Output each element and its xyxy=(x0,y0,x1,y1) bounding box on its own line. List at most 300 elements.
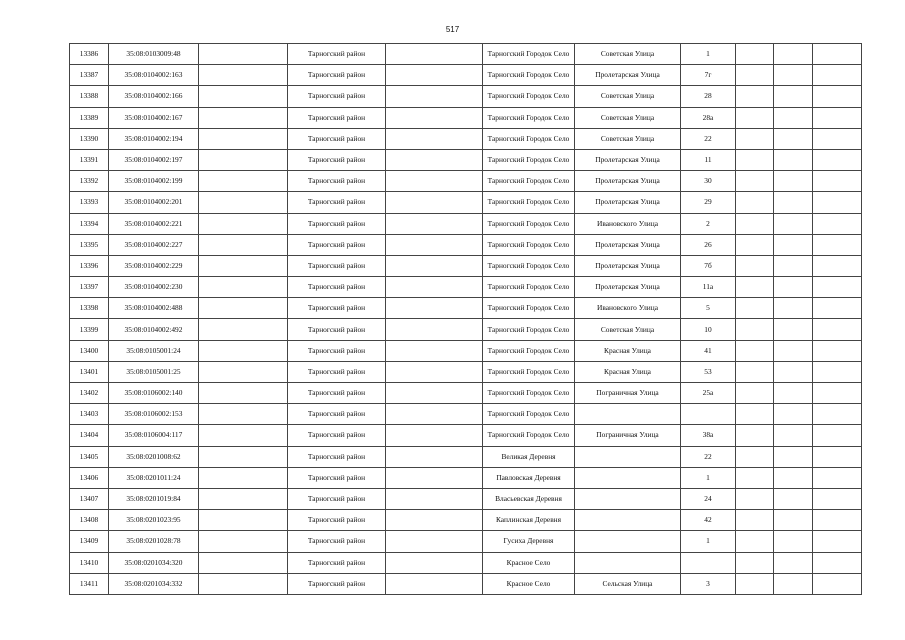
street-cell: Ивановского Улица xyxy=(575,213,681,234)
settlement-cell: Тарногский Городок Село xyxy=(483,128,575,149)
empty-cell xyxy=(736,171,774,192)
empty-cell xyxy=(386,361,483,382)
empty-cell xyxy=(199,128,288,149)
street-cell: Пограничная Улица xyxy=(575,383,681,404)
cadastral-number-cell: 35:08:0104002:227 xyxy=(109,234,199,255)
house-number-cell: 1 xyxy=(681,467,736,488)
record-number-cell: 13395 xyxy=(70,234,109,255)
cadastral-number-cell: 35:08:0106002:153 xyxy=(109,404,199,425)
empty-cell xyxy=(736,128,774,149)
settlement-cell: Тарногский Городок Село xyxy=(483,340,575,361)
cadastral-number-cell: 35:08:0104002:221 xyxy=(109,213,199,234)
settlement-cell: Тарногский Городок Село xyxy=(483,361,575,382)
settlement-cell: Тарногский Городок Село xyxy=(483,234,575,255)
empty-cell xyxy=(813,192,862,213)
district-cell: Тарногский район xyxy=(288,552,386,573)
record-number-cell: 13386 xyxy=(70,44,109,65)
empty-cell xyxy=(199,488,288,509)
table-row xyxy=(70,44,862,65)
empty-cell xyxy=(774,234,813,255)
empty-cell xyxy=(199,213,288,234)
house-number-cell: 5 xyxy=(681,298,736,319)
empty-cell xyxy=(386,213,483,234)
empty-cell xyxy=(199,510,288,531)
house-number-cell: 1 xyxy=(681,44,736,65)
table-row xyxy=(70,467,862,488)
empty-cell xyxy=(736,467,774,488)
empty-cell xyxy=(199,319,288,340)
district-cell: Тарногский район xyxy=(288,425,386,446)
record-number-cell: 13406 xyxy=(70,467,109,488)
record-number-cell: 13403 xyxy=(70,404,109,425)
empty-cell xyxy=(199,383,288,404)
district-cell: Тарногский район xyxy=(288,319,386,340)
street-cell: Пролетарская Улица xyxy=(575,65,681,86)
house-number-cell: 11а xyxy=(681,277,736,298)
empty-cell xyxy=(774,298,813,319)
empty-cell xyxy=(774,128,813,149)
empty-cell xyxy=(813,573,862,594)
table-row xyxy=(70,361,862,382)
empty-cell xyxy=(199,531,288,552)
record-number-cell: 13401 xyxy=(70,361,109,382)
empty-cell xyxy=(736,277,774,298)
empty-cell xyxy=(736,107,774,128)
cadastral-number-cell: 35:08:0105001:25 xyxy=(109,361,199,382)
empty-cell xyxy=(813,149,862,170)
street-cell xyxy=(575,488,681,509)
table-row xyxy=(70,234,862,255)
table-row xyxy=(70,65,862,86)
empty-cell xyxy=(386,425,483,446)
empty-cell xyxy=(774,552,813,573)
page-number: 517 xyxy=(445,25,460,34)
empty-cell xyxy=(386,128,483,149)
empty-cell xyxy=(774,510,813,531)
street-cell: Пролетарская Улица xyxy=(575,171,681,192)
cadastral-number-cell: 35:08:0104002:199 xyxy=(109,171,199,192)
record-number-cell: 13396 xyxy=(70,255,109,276)
record-number-cell: 13399 xyxy=(70,319,109,340)
empty-cell xyxy=(736,255,774,276)
empty-cell xyxy=(199,404,288,425)
empty-cell xyxy=(813,531,862,552)
cadastral-number-cell: 35:08:0105001:24 xyxy=(109,340,199,361)
cadastral-number-cell: 35:08:0104002:488 xyxy=(109,298,199,319)
table-row xyxy=(70,510,862,531)
house-number-cell: 38а xyxy=(681,425,736,446)
house-number-cell: 28 xyxy=(681,86,736,107)
empty-cell xyxy=(386,446,483,467)
district-cell: Тарногский район xyxy=(288,128,386,149)
settlement-cell: Тарногский Городок Село xyxy=(483,298,575,319)
empty-cell xyxy=(386,531,483,552)
empty-cell xyxy=(813,361,862,382)
empty-cell xyxy=(386,552,483,573)
table-row xyxy=(70,319,862,340)
table-row xyxy=(70,404,862,425)
table-row xyxy=(70,86,862,107)
table-row xyxy=(70,425,862,446)
record-number-cell: 13411 xyxy=(70,573,109,594)
table-row xyxy=(70,446,862,467)
empty-cell xyxy=(199,149,288,170)
empty-cell xyxy=(736,383,774,404)
record-number-cell: 13407 xyxy=(70,488,109,509)
empty-cell xyxy=(736,149,774,170)
empty-cell xyxy=(199,171,288,192)
empty-cell xyxy=(386,298,483,319)
empty-cell xyxy=(774,573,813,594)
house-number-cell: 24 xyxy=(681,488,736,509)
street-cell xyxy=(575,446,681,467)
empty-cell xyxy=(386,234,483,255)
settlement-cell: Тарногский Городок Село xyxy=(483,86,575,107)
house-number-cell: 7б xyxy=(681,255,736,276)
district-cell: Тарногский район xyxy=(288,65,386,86)
district-cell: Тарногский район xyxy=(288,255,386,276)
table-row xyxy=(70,488,862,509)
cadastral-number-cell: 35:08:0201008:62 xyxy=(109,446,199,467)
empty-cell xyxy=(199,65,288,86)
empty-cell xyxy=(736,361,774,382)
street-cell: Пролетарская Улица xyxy=(575,234,681,255)
table-row xyxy=(70,552,862,573)
empty-cell xyxy=(386,44,483,65)
empty-cell xyxy=(199,277,288,298)
house-number-cell: 22 xyxy=(681,446,736,467)
cadastral-number-cell: 35:08:0201019:84 xyxy=(109,488,199,509)
district-cell: Тарногский район xyxy=(288,510,386,531)
street-cell: Ивановского Улица xyxy=(575,298,681,319)
empty-cell xyxy=(813,425,862,446)
street-cell: Советская Улица xyxy=(575,128,681,149)
table-row xyxy=(70,171,862,192)
empty-cell xyxy=(199,298,288,319)
empty-cell xyxy=(774,277,813,298)
district-cell: Тарногский район xyxy=(288,277,386,298)
record-number-cell: 13409 xyxy=(70,531,109,552)
house-number-cell: 22 xyxy=(681,128,736,149)
cadastral-number-cell: 35:08:0104002:197 xyxy=(109,149,199,170)
empty-cell xyxy=(813,488,862,509)
empty-cell xyxy=(774,192,813,213)
cadastral-number-cell: 35:08:0201023:95 xyxy=(109,510,199,531)
house-number-cell: 30 xyxy=(681,171,736,192)
settlement-cell: Тарногский Городок Село xyxy=(483,404,575,425)
empty-cell xyxy=(386,573,483,594)
empty-cell xyxy=(813,234,862,255)
empty-cell xyxy=(736,552,774,573)
settlement-cell: Тарногский Городок Село xyxy=(483,107,575,128)
record-number-cell: 13391 xyxy=(70,149,109,170)
empty-cell xyxy=(386,149,483,170)
settlement-cell: Власьевская Деревня xyxy=(483,488,575,509)
settlement-cell: Тарногский Городок Село xyxy=(483,171,575,192)
street-cell: Пролетарская Улица xyxy=(575,192,681,213)
empty-cell xyxy=(774,340,813,361)
street-cell xyxy=(575,531,681,552)
empty-cell xyxy=(813,340,862,361)
district-cell: Тарногский район xyxy=(288,361,386,382)
empty-cell xyxy=(813,86,862,107)
district-cell: Тарногский район xyxy=(288,488,386,509)
empty-cell xyxy=(813,510,862,531)
empty-cell xyxy=(199,361,288,382)
empty-cell xyxy=(774,171,813,192)
table-row xyxy=(70,573,862,594)
record-number-cell: 13389 xyxy=(70,107,109,128)
table-row xyxy=(70,255,862,276)
cadastral-number-cell: 35:08:0106002:140 xyxy=(109,383,199,404)
table-row xyxy=(70,192,862,213)
empty-cell xyxy=(813,255,862,276)
empty-cell xyxy=(386,277,483,298)
district-cell: Тарногский район xyxy=(288,149,386,170)
empty-cell xyxy=(386,255,483,276)
table-row xyxy=(70,298,862,319)
cadastral-number-cell: 35:08:0104002:492 xyxy=(109,319,199,340)
table-row xyxy=(70,340,862,361)
empty-cell xyxy=(736,86,774,107)
record-number-cell: 13410 xyxy=(70,552,109,573)
property-register-table xyxy=(69,43,862,595)
empty-cell xyxy=(736,510,774,531)
district-cell: Тарногский район xyxy=(288,44,386,65)
settlement-cell: Каплинская Деревня xyxy=(483,510,575,531)
empty-cell xyxy=(386,319,483,340)
empty-cell xyxy=(774,488,813,509)
empty-cell xyxy=(774,319,813,340)
table-row xyxy=(70,383,862,404)
empty-cell xyxy=(774,149,813,170)
empty-cell xyxy=(813,404,862,425)
record-number-cell: 13387 xyxy=(70,65,109,86)
house-number-cell: 10 xyxy=(681,319,736,340)
empty-cell xyxy=(736,488,774,509)
house-number-cell: 11 xyxy=(681,149,736,170)
cadastral-number-cell: 35:08:0201034:320 xyxy=(109,552,199,573)
settlement-cell: Великая Деревня xyxy=(483,446,575,467)
empty-cell xyxy=(199,234,288,255)
cadastral-number-cell: 35:08:0104002:163 xyxy=(109,65,199,86)
empty-cell xyxy=(199,446,288,467)
empty-cell xyxy=(199,467,288,488)
house-number-cell: 7г xyxy=(681,65,736,86)
empty-cell xyxy=(386,86,483,107)
empty-cell xyxy=(386,383,483,404)
empty-cell xyxy=(736,44,774,65)
district-cell: Тарногский район xyxy=(288,467,386,488)
empty-cell xyxy=(736,446,774,467)
house-number-cell: 25а xyxy=(681,383,736,404)
empty-cell xyxy=(774,467,813,488)
empty-cell xyxy=(386,65,483,86)
settlement-cell: Тарногский Городок Село xyxy=(483,213,575,234)
empty-cell xyxy=(736,234,774,255)
street-cell: Пролетарская Улица xyxy=(575,255,681,276)
settlement-cell: Тарногский Городок Село xyxy=(483,319,575,340)
street-cell xyxy=(575,467,681,488)
empty-cell xyxy=(774,425,813,446)
empty-cell xyxy=(199,340,288,361)
empty-cell xyxy=(774,255,813,276)
empty-cell xyxy=(736,531,774,552)
district-cell: Тарногский район xyxy=(288,86,386,107)
street-cell: Сельская Улица xyxy=(575,573,681,594)
settlement-cell: Тарногский Городок Село xyxy=(483,425,575,446)
empty-cell xyxy=(774,531,813,552)
street-cell: Пограничная Улица xyxy=(575,425,681,446)
empty-cell xyxy=(813,446,862,467)
table-row xyxy=(70,277,862,298)
empty-cell xyxy=(386,171,483,192)
empty-cell xyxy=(199,44,288,65)
cadastral-number-cell: 35:08:0201011:24 xyxy=(109,467,199,488)
record-number-cell: 13402 xyxy=(70,383,109,404)
house-number-cell: 28а xyxy=(681,107,736,128)
settlement-cell: Красное Село xyxy=(483,573,575,594)
district-cell: Тарногский район xyxy=(288,573,386,594)
empty-cell xyxy=(386,340,483,361)
cadastral-number-cell: 35:08:0104002:229 xyxy=(109,255,199,276)
empty-cell xyxy=(736,573,774,594)
empty-cell xyxy=(199,552,288,573)
empty-cell xyxy=(774,404,813,425)
empty-cell xyxy=(386,107,483,128)
settlement-cell: Тарногский Городок Село xyxy=(483,255,575,276)
street-cell xyxy=(575,510,681,531)
cadastral-number-cell: 35:08:0106004:117 xyxy=(109,425,199,446)
empty-cell xyxy=(199,573,288,594)
table-row xyxy=(70,107,862,128)
settlement-cell: Тарногский Городок Село xyxy=(483,192,575,213)
empty-cell xyxy=(199,107,288,128)
house-number-cell: 29 xyxy=(681,192,736,213)
settlement-cell: Павловская Деревня xyxy=(483,467,575,488)
district-cell: Тарногский район xyxy=(288,531,386,552)
empty-cell xyxy=(386,488,483,509)
record-number-cell: 13400 xyxy=(70,340,109,361)
empty-cell xyxy=(774,65,813,86)
district-cell: Тарногский район xyxy=(288,383,386,404)
street-cell: Советская Улица xyxy=(575,86,681,107)
empty-cell xyxy=(199,255,288,276)
district-cell: Тарногский район xyxy=(288,234,386,255)
settlement-cell: Тарногский Городок Село xyxy=(483,277,575,298)
empty-cell xyxy=(736,213,774,234)
empty-cell xyxy=(199,192,288,213)
empty-cell xyxy=(199,86,288,107)
empty-cell xyxy=(813,171,862,192)
house-number-cell: 53 xyxy=(681,361,736,382)
record-number-cell: 13405 xyxy=(70,446,109,467)
record-number-cell: 13393 xyxy=(70,192,109,213)
district-cell: Тарногский район xyxy=(288,298,386,319)
street-cell: Советская Улица xyxy=(575,44,681,65)
empty-cell xyxy=(736,425,774,446)
district-cell: Тарногский район xyxy=(288,107,386,128)
empty-cell xyxy=(813,319,862,340)
empty-cell xyxy=(386,510,483,531)
table-row xyxy=(70,128,862,149)
empty-cell xyxy=(774,86,813,107)
empty-cell xyxy=(774,446,813,467)
cadastral-number-cell: 35:08:0104002:230 xyxy=(109,277,199,298)
table-row xyxy=(70,149,862,170)
cadastral-number-cell: 35:08:0201034:332 xyxy=(109,573,199,594)
settlement-cell: Красное Село xyxy=(483,552,575,573)
district-cell: Тарногский район xyxy=(288,446,386,467)
street-cell xyxy=(575,404,681,425)
empty-cell xyxy=(774,383,813,404)
house-number-cell: 42 xyxy=(681,510,736,531)
record-number-cell: 13392 xyxy=(70,171,109,192)
record-number-cell: 13390 xyxy=(70,128,109,149)
empty-cell xyxy=(813,383,862,404)
empty-cell xyxy=(736,319,774,340)
empty-cell xyxy=(199,425,288,446)
cadastral-number-cell: 35:08:0104002:166 xyxy=(109,86,199,107)
record-number-cell: 13388 xyxy=(70,86,109,107)
empty-cell xyxy=(813,65,862,86)
street-cell: Пролетарская Улица xyxy=(575,277,681,298)
house-number-cell: 1 xyxy=(681,531,736,552)
empty-cell xyxy=(774,107,813,128)
empty-cell xyxy=(813,213,862,234)
street-cell xyxy=(575,552,681,573)
empty-cell xyxy=(774,44,813,65)
house-number-cell: 26 xyxy=(681,234,736,255)
house-number-cell xyxy=(681,552,736,573)
settlement-cell: Тарногский Городок Село xyxy=(483,65,575,86)
empty-cell xyxy=(736,65,774,86)
settlement-cell: Тарногский Городок Село xyxy=(483,44,575,65)
house-number-cell: 2 xyxy=(681,213,736,234)
district-cell: Тарногский район xyxy=(288,213,386,234)
cadastral-number-cell: 35:08:0104002:167 xyxy=(109,107,199,128)
empty-cell xyxy=(813,467,862,488)
street-cell: Красная Улица xyxy=(575,361,681,382)
street-cell: Советская Улица xyxy=(575,319,681,340)
street-cell: Советская Улица xyxy=(575,107,681,128)
empty-cell xyxy=(813,277,862,298)
district-cell: Тарногский район xyxy=(288,171,386,192)
table-body xyxy=(70,44,862,595)
record-number-cell: 13398 xyxy=(70,298,109,319)
empty-cell xyxy=(774,361,813,382)
empty-cell xyxy=(736,340,774,361)
district-cell: Тарногский район xyxy=(288,404,386,425)
house-number-cell: 41 xyxy=(681,340,736,361)
cadastral-number-cell: 35:08:0104002:194 xyxy=(109,128,199,149)
empty-cell xyxy=(813,128,862,149)
empty-cell xyxy=(813,44,862,65)
empty-cell xyxy=(736,298,774,319)
street-cell: Красная Улица xyxy=(575,340,681,361)
district-cell: Тарногский район xyxy=(288,192,386,213)
house-number-cell xyxy=(681,404,736,425)
settlement-cell: Тарногский Городок Село xyxy=(483,149,575,170)
record-number-cell: 13408 xyxy=(70,510,109,531)
empty-cell xyxy=(813,298,862,319)
record-number-cell: 13397 xyxy=(70,277,109,298)
empty-cell xyxy=(813,107,862,128)
empty-cell xyxy=(813,552,862,573)
empty-cell xyxy=(386,192,483,213)
record-number-cell: 13404 xyxy=(70,425,109,446)
table-row xyxy=(70,531,862,552)
